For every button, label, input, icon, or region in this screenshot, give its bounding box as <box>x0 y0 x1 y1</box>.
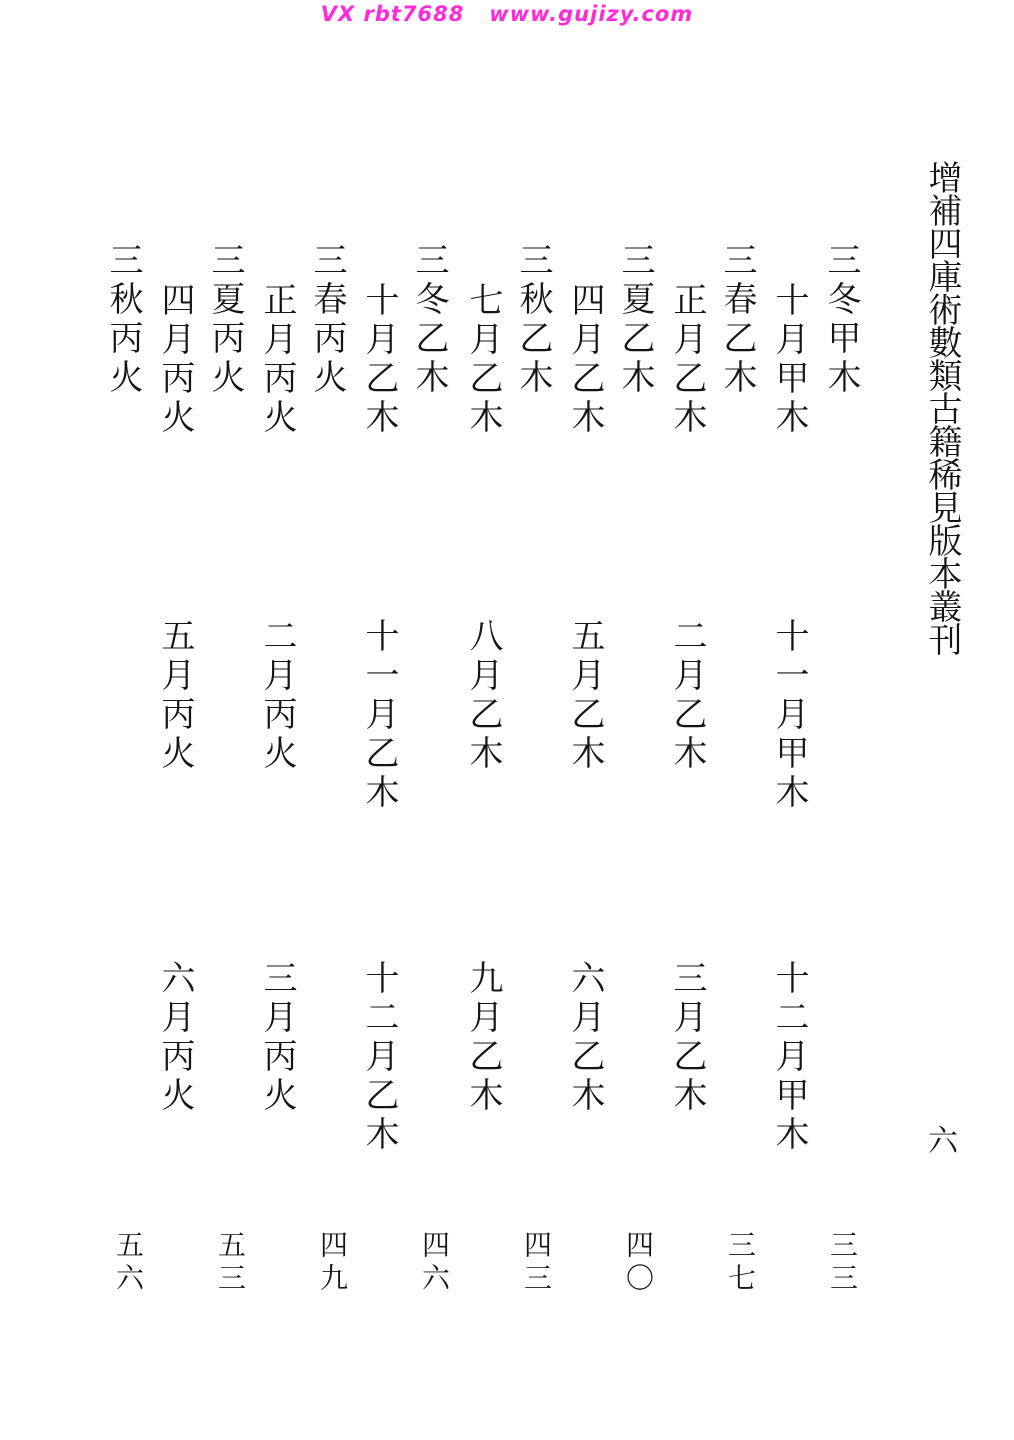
entry-month-item: 正月丙火 <box>257 282 297 438</box>
entry-month-item: 十二月甲木 <box>769 960 809 1155</box>
watermark-text: VX rbt7688 www.gujizy.com <box>320 2 694 26</box>
entry-season-heading: 三冬乙木 <box>409 242 449 398</box>
entry-month-item: 十月乙木 <box>359 282 399 438</box>
entry-month-item: 九月乙木 <box>463 960 503 1116</box>
entry-season-heading: 三秋乙木 <box>513 242 553 398</box>
entry-month-item: 十一月乙木 <box>359 618 399 813</box>
entry-season-heading: 三春乙木 <box>717 242 757 398</box>
entry-season-heading: 三夏乙木 <box>615 242 655 398</box>
entry-month-item: 二月丙火 <box>257 618 297 774</box>
entry-month-item: 三月乙木 <box>667 960 707 1116</box>
entry-page-ref: 四六 <box>418 1230 451 1296</box>
running-title: 增補四庫術數類古籍稀見版本叢刊 <box>922 160 962 655</box>
entry-season-heading: 三冬甲木 <box>821 242 861 398</box>
entry-month-item: 四月丙火 <box>155 282 195 438</box>
entry-page-ref: 五三 <box>214 1230 247 1296</box>
entry-month-item: 七月乙木 <box>463 282 503 438</box>
entry-page-ref: 四〇 <box>622 1230 655 1296</box>
entry-month-item: 二月乙木 <box>667 618 707 774</box>
entry-season-heading: 三夏丙火 <box>205 242 245 398</box>
entry-month-item: 六月乙木 <box>565 960 605 1116</box>
entry-page-ref: 四三 <box>520 1230 553 1296</box>
entry-month-item: 四月乙木 <box>565 282 605 438</box>
entry-page-ref: 四九 <box>316 1230 349 1296</box>
entry-page-ref: 五六 <box>112 1230 145 1296</box>
entry-season-heading: 三秋丙火 <box>103 242 143 398</box>
entry-month-item: 十二月乙木 <box>359 960 399 1155</box>
page-number: 六 <box>928 1124 958 1159</box>
entry-month-item: 五月乙木 <box>565 618 605 774</box>
entry-month-item: 十一月甲木 <box>769 618 809 813</box>
entry-month-item: 正月乙木 <box>667 282 707 438</box>
entry-month-item: 三月丙火 <box>257 960 297 1116</box>
entry-month-item: 八月乙木 <box>463 618 503 774</box>
entry-page-ref: 三三 <box>826 1230 859 1296</box>
entry-page-ref: 三七 <box>724 1230 757 1296</box>
entry-month-item: 五月丙火 <box>155 618 195 774</box>
entry-season-heading: 三春丙火 <box>307 242 347 398</box>
entry-month-item: 六月丙火 <box>155 960 195 1116</box>
entry-month-item: 十月甲木 <box>769 282 809 438</box>
